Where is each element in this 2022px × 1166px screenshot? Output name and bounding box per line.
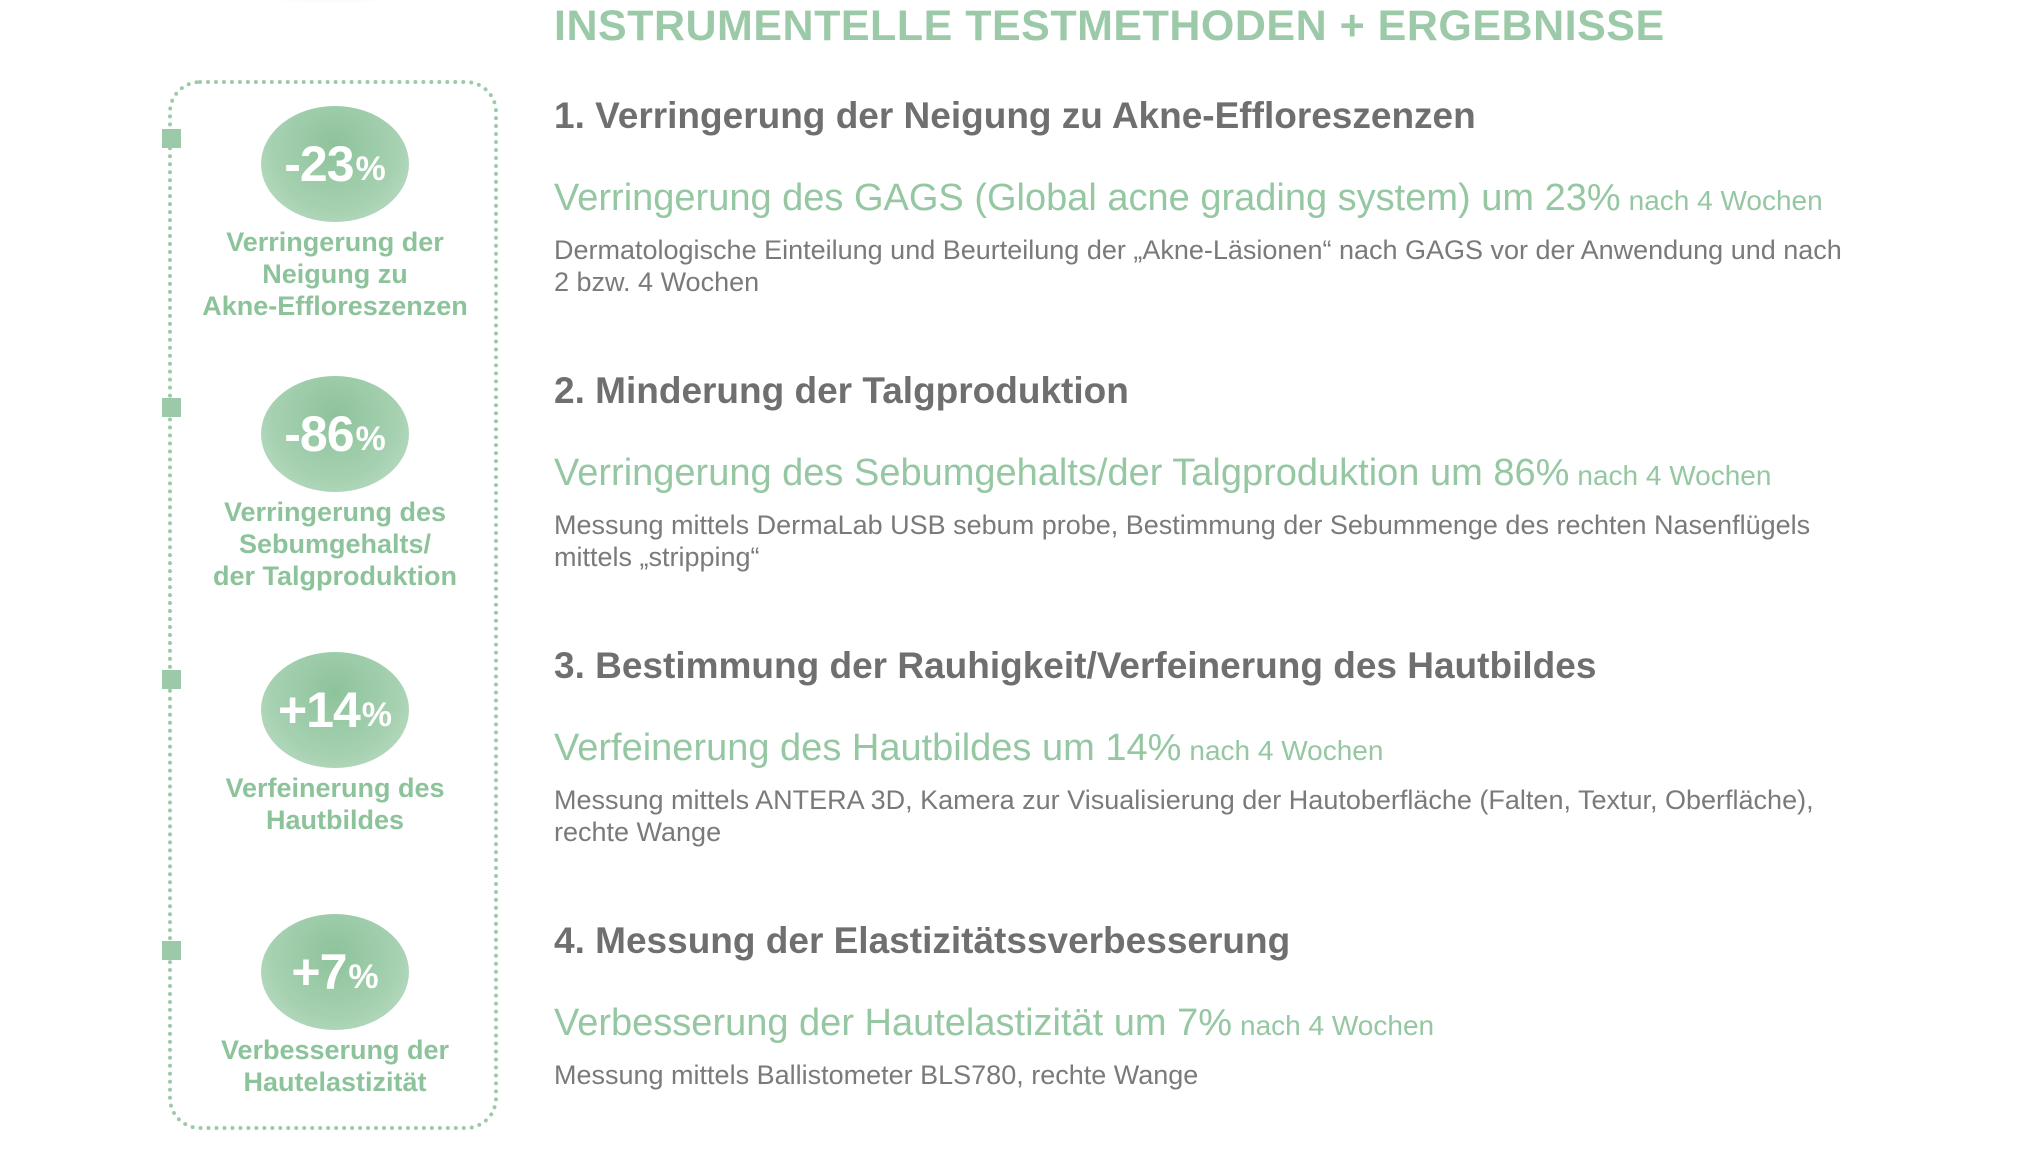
stat-label (180, 496, 490, 592)
section-sebum (554, 369, 1984, 573)
section-result (554, 1001, 1984, 1053)
section-heading: 3. Bestimmung der Rauhigkeit/Verfeinerung des Hautbildes (554, 645, 1597, 686)
stat-skin-texture (180, 652, 490, 836)
stat-label (180, 1034, 490, 1098)
section-description-line: Dermatologische Einteilung und Beurteilung der „Akne-Läsionen“ nach GAGS vor der Anwendung und nach (554, 235, 1842, 265)
section-result-suffix: nach 4 Wochen (1189, 735, 1384, 766)
timeline-marker-1 (162, 129, 181, 148)
stat-value: -86 (284, 406, 354, 462)
stat-label-line: Hautelastizität (243, 1067, 427, 1097)
section-description (554, 1059, 1984, 1091)
section-result-text: Verringerung des Sebumgehalts/der Talgproduktion um 86% (554, 452, 1570, 494)
stat-unit: % (361, 695, 393, 734)
section-acne (554, 94, 1984, 298)
section-heading: 2. Minderung der Talgproduktion (554, 370, 1129, 411)
stat-label (180, 772, 490, 836)
section-result (554, 726, 1984, 778)
section-heading: 1. Verringerung der Neigung zu Akne-Effloreszenzen (554, 95, 1476, 136)
stat-badge (261, 106, 409, 222)
stat-badge (261, 914, 409, 1030)
stat-label-line: Verringerung der (226, 227, 444, 257)
timeline-marker-4 (162, 941, 181, 960)
stat-value: +14 (277, 682, 360, 738)
stat-label-line: Akne-Effloreszenzen (202, 291, 468, 321)
section-description-line: Messung mittels DermaLab USB sebum probe, Bestimmung der Sebummenge des rechten Nasenflügels (554, 510, 1811, 540)
section-description (554, 784, 1984, 848)
stat-label-line: Neigung zu (262, 259, 408, 289)
section-result (554, 176, 1984, 228)
stat-label (180, 226, 490, 322)
section-description (554, 509, 1984, 573)
stat-elasticity (180, 914, 490, 1098)
stat-unit: % (355, 419, 386, 458)
stat-sebum (180, 376, 490, 592)
stat-unit: % (348, 957, 379, 996)
top-decoration-shadow (225, 0, 435, 4)
timeline-marker-3 (162, 670, 181, 689)
section-result-suffix: nach 4 Wochen (1240, 1010, 1435, 1041)
stat-label-line: der Talgproduktion (213, 561, 457, 591)
section-result-suffix: nach 4 Wochen (1628, 185, 1823, 216)
section-result-text: Verringerung des GAGS (Global acne grading system) um 23% (554, 177, 1621, 219)
stat-label-line: Sebumgehalts/ (238, 529, 432, 559)
stat-value: -23 (284, 136, 354, 192)
stat-badge (261, 376, 409, 492)
section-heading: 4. Messung der Elastizitätssverbesserung (554, 920, 1291, 961)
section-description-line: Messung mittels ANTERA 3D, Kamera zur Visualisierung der Hautoberfläche (Falten, Textur, Oberfläche), (554, 785, 1814, 815)
stat-unit: % (355, 149, 386, 188)
section-skin-texture (554, 644, 1984, 848)
stat-value: +7 (291, 944, 347, 1000)
timeline-marker-2 (162, 398, 181, 417)
section-elasticity (554, 919, 1984, 1091)
stat-badge (261, 652, 409, 768)
section-result-text: Verfeinerung des Hautbildes um 14% (554, 727, 1182, 769)
stat-acne (180, 106, 490, 322)
section-result (554, 451, 1984, 503)
section-description-line: rechte Wange (554, 817, 722, 847)
section-result-text: Verbesserung der Hautelastizität um 7% (554, 1002, 1233, 1044)
section-description-line: Messung mittels Ballistometer BLS780, rechte Wange (554, 1060, 1199, 1090)
section-description-line: 2 bzw. 4 Wochen (554, 267, 760, 297)
page-title: INSTRUMENTELLE TESTMETHODEN + ERGEBNISSE (554, 2, 1665, 50)
section-description (554, 234, 1984, 298)
stat-label-line: Verbesserung der (220, 1035, 450, 1065)
stat-label-line: Verfeinerung des (225, 773, 445, 803)
stat-label-line: Hautbildes (265, 805, 405, 835)
section-description-line: mittels „stripping“ (554, 542, 760, 572)
stat-label-line: Verringerung des (223, 497, 447, 527)
section-result-suffix: nach 4 Wochen (1577, 460, 1772, 491)
